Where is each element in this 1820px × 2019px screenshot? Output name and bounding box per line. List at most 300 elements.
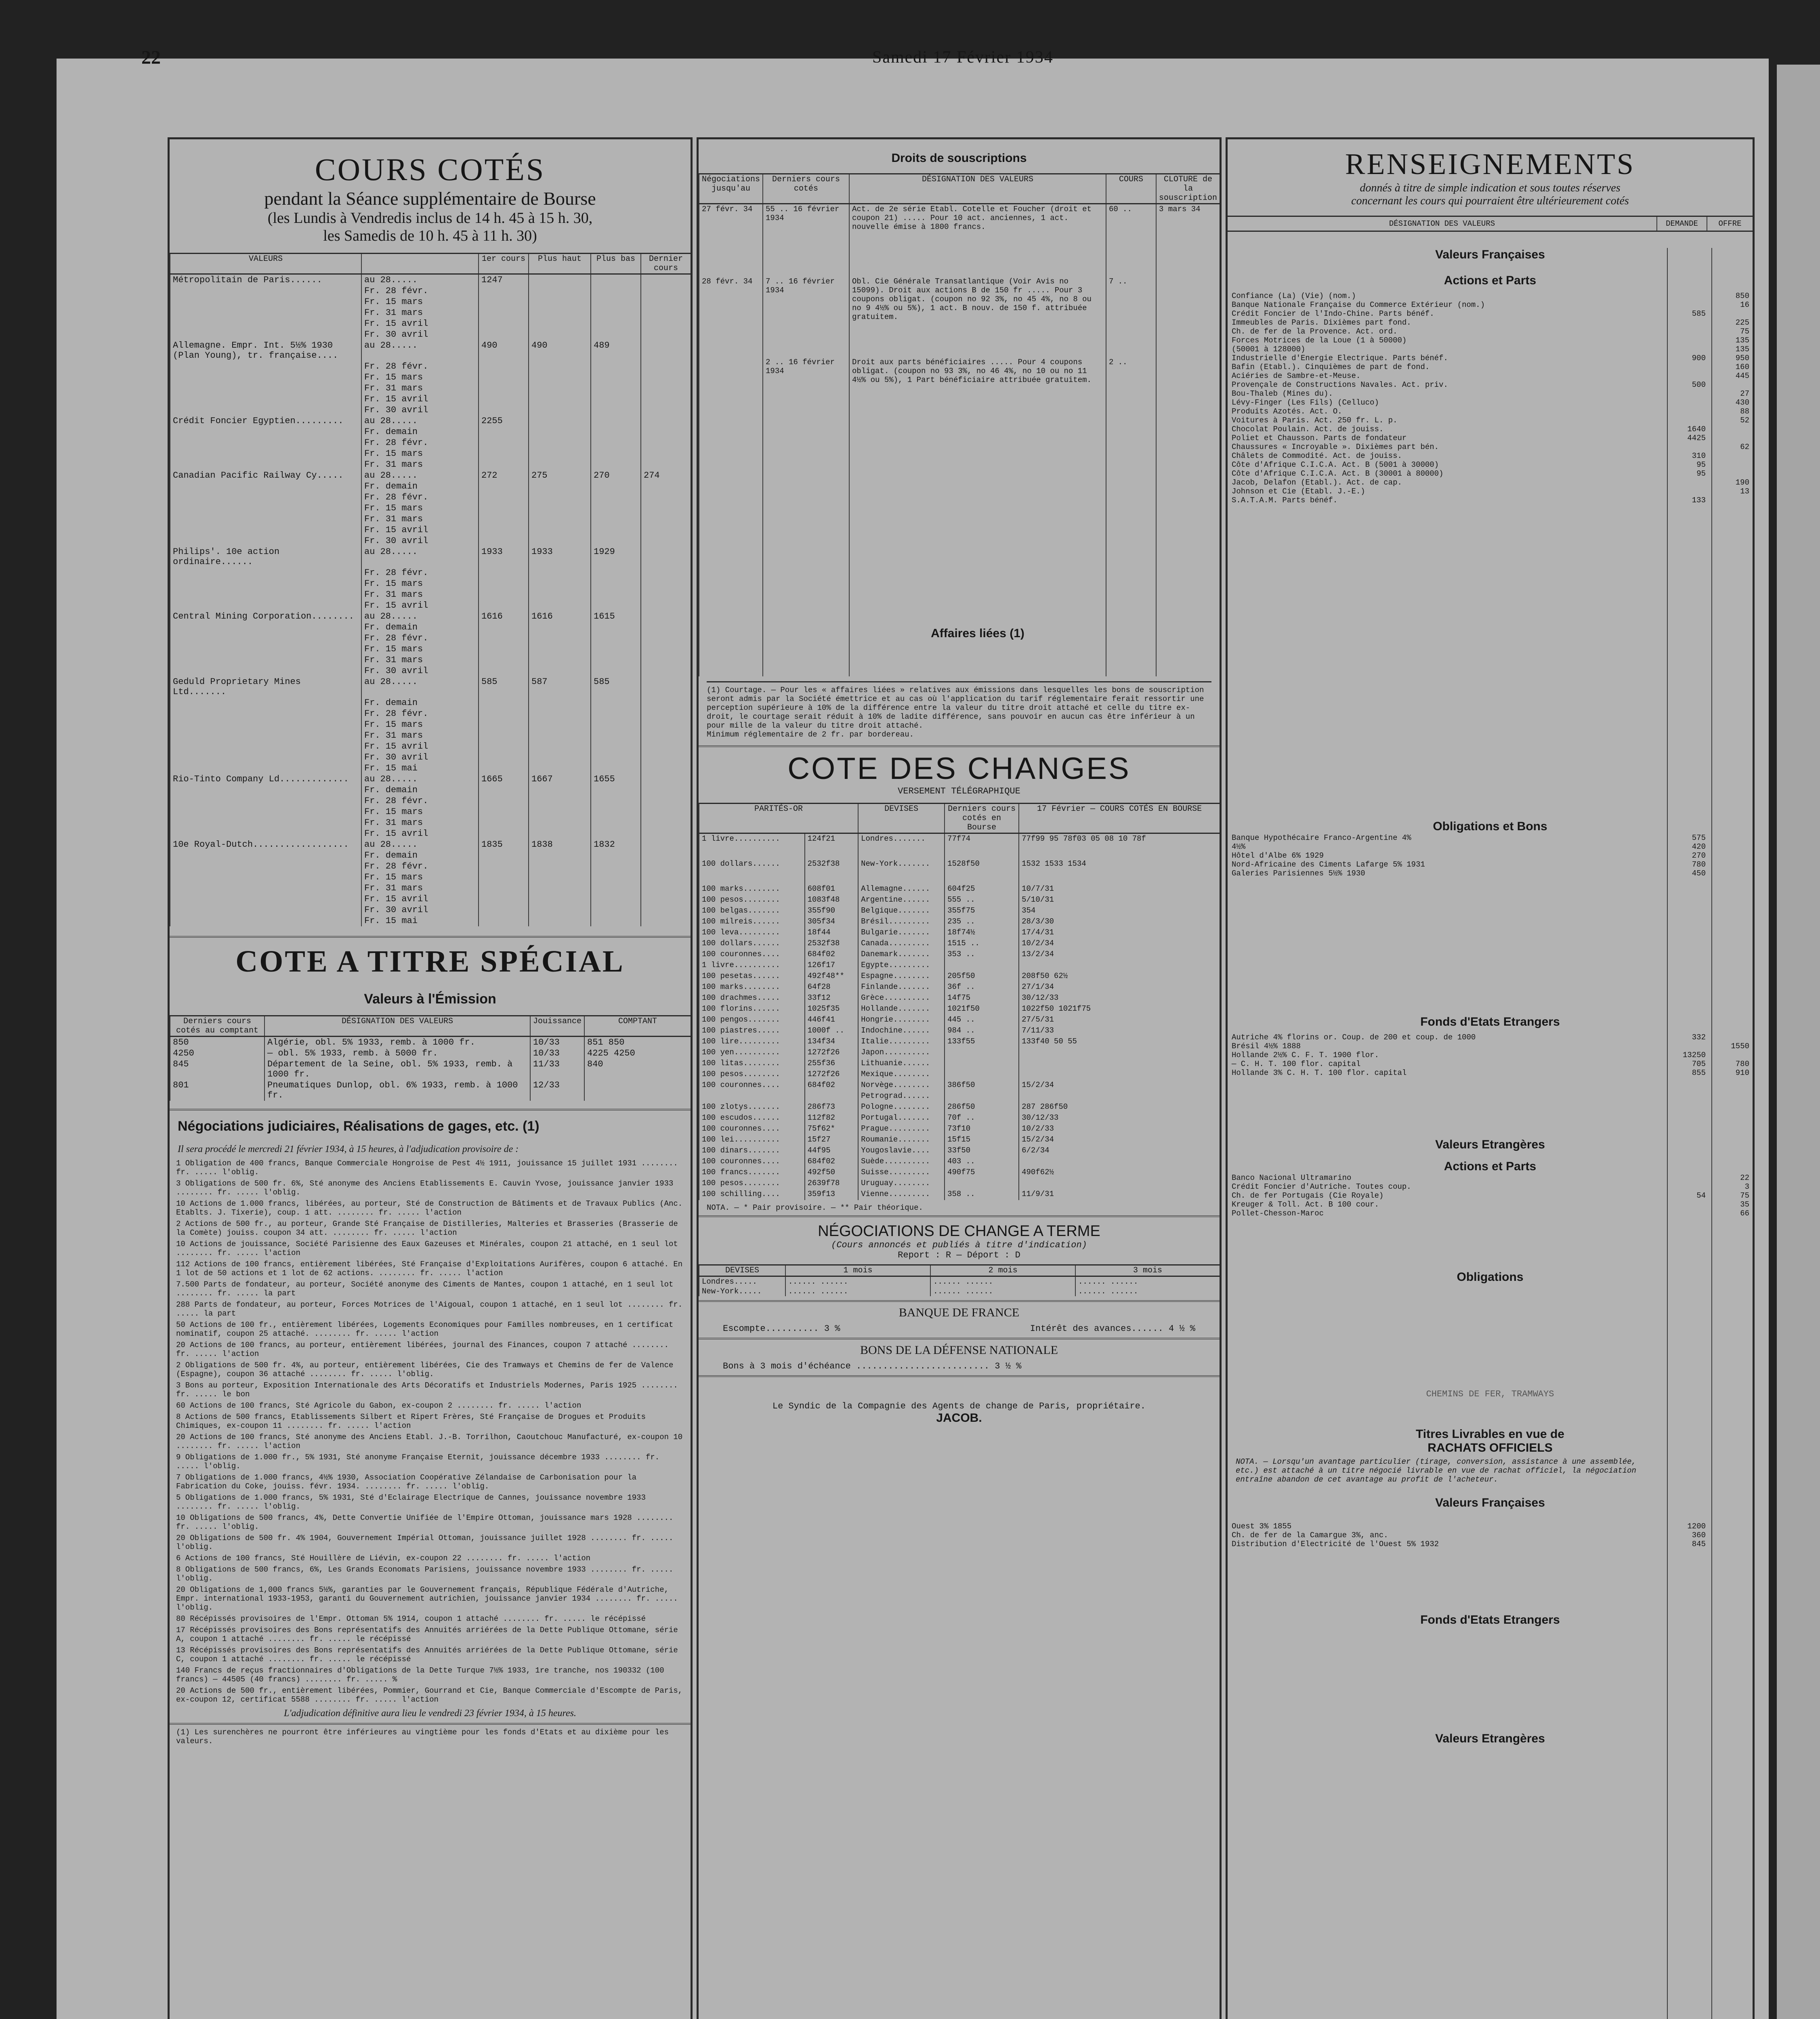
cell: 450 (1692, 869, 1706, 878)
cell: au 28..... (361, 416, 479, 426)
cell: au 28..... (361, 470, 479, 481)
cell (479, 361, 529, 372)
cell: 3 mars 34 (1156, 204, 1220, 277)
list-item (1228, 300, 1753, 309)
cell (641, 589, 691, 600)
cell (1661, 1042, 1709, 1051)
table-row (170, 492, 691, 503)
cell: Fr. 31 mars (361, 655, 479, 665)
cell (529, 795, 591, 806)
cell: 36f .. (945, 982, 1019, 993)
cell: Produits Azotés. Act. O. (1232, 407, 1342, 416)
cell: Mexique........ (858, 1069, 945, 1080)
col-cours: COURS (1106, 174, 1156, 204)
cell: Poliet et Chausson. Parts de fondateur (1232, 434, 1407, 443)
cell (1709, 869, 1753, 878)
col-cloture: CLOTURE de la souscription (1156, 174, 1220, 204)
col-derniers: Derniers cours cotés en Bourse (945, 803, 1019, 833)
cell: Fr. 28 févr. (361, 567, 479, 578)
cell: Pollet-Chesson-Maroc (1232, 1209, 1324, 1218)
cell (170, 785, 361, 795)
cell: 2255 (479, 416, 529, 426)
cell (529, 361, 591, 372)
cell: Fr. 15 avril (361, 318, 479, 329)
cell (641, 296, 691, 307)
cell: 2532f38 (805, 859, 858, 884)
cell (529, 741, 591, 752)
cell (479, 905, 529, 915)
cell (591, 861, 641, 872)
cell: Fr. 31 mars (361, 589, 479, 600)
cell (1709, 1540, 1753, 1549)
list-item (1228, 309, 1753, 318)
cell (591, 372, 641, 383)
bons-title: BONS DE LA DÉFENSE NATIONALE (860, 1343, 1058, 1357)
cell: 10/7/31 (1019, 884, 1220, 895)
cell (170, 372, 361, 383)
cell (641, 697, 691, 708)
cell: 33f12 (805, 993, 858, 1004)
cell (529, 578, 591, 589)
table-row (699, 971, 1220, 982)
cell: Fr. 15 mars (361, 578, 479, 589)
cell: Petrograd...... (858, 1091, 945, 1102)
cell: Allemagne...... (858, 884, 945, 895)
cell: 1083f48 (805, 895, 858, 906)
table-row (699, 1178, 1220, 1189)
cell: ...... ...... (785, 1276, 930, 1287)
cell: Fr. demain (361, 850, 479, 861)
cell: 100 marks........ (699, 884, 805, 895)
cell: 235 .. (945, 917, 1019, 928)
cell: 500 (1692, 380, 1706, 389)
col-low: Plus bas (591, 254, 641, 274)
cell (641, 578, 691, 589)
cell (529, 883, 591, 894)
cell (479, 318, 529, 329)
cell: Fr. 15 mars (361, 644, 479, 655)
table-row (170, 1059, 691, 1080)
cell: Provençale de Constructions Navales. Act. priv. (1232, 380, 1448, 389)
cell (170, 861, 361, 872)
table-row (170, 340, 691, 361)
list-item: 10 Actions de 1.000 francs, libérées, au porteur, Sté de Construction de Bâtiments et de Travaux Publics (Anc. Etablts. J. Tixerie), coup. 1 att. ........ fr. ..... l'action (176, 1199, 683, 1217)
table-row (699, 1124, 1220, 1135)
cell: 100 francs....... (699, 1167, 805, 1178)
cell (170, 600, 361, 611)
table-row (170, 817, 691, 828)
table-row (699, 1091, 1220, 1102)
table-row (170, 383, 691, 394)
cell: 95 (1696, 460, 1706, 469)
cell (529, 307, 591, 318)
cell (1019, 1091, 1220, 1102)
list-item: 1 Obligation de 400 francs, Banque Commerciale Hongroise de Pest 4½ 1911, jouissance 15 juillet 1931 ........ fr. ..... l'oblig. (176, 1159, 678, 1177)
cell (591, 535, 641, 546)
cell: 355f75 (945, 906, 1019, 917)
cell (641, 514, 691, 525)
cell: au 28..... (361, 546, 479, 567)
cell: Fr. 28 févr. (361, 708, 479, 719)
cell: Fr. 28 févr. (361, 861, 479, 872)
table-row (170, 307, 691, 318)
cell: Japon.......... (858, 1047, 945, 1058)
interet-rate: Intérêt des avances...... 4 ½ % (1030, 1323, 1195, 1334)
escompte-rate: Escompte.......... 3 % (723, 1323, 840, 1334)
cell (170, 426, 361, 437)
col-valeurs: VALEURS (170, 254, 361, 274)
cell: 208f50 62½ (1019, 971, 1220, 982)
cell: au 28..... (361, 340, 479, 361)
cell: 95 (1696, 469, 1706, 478)
cell (1709, 460, 1753, 469)
list-item (1228, 1042, 1753, 1051)
list-item (1228, 460, 1753, 469)
cell (591, 274, 641, 286)
cell: 10/33 (530, 1048, 584, 1059)
cell: Fr. 15 avril (361, 394, 479, 405)
cell (591, 905, 641, 915)
cell (641, 861, 691, 872)
cell: Obl. Cie Générale Transatlantique (Voir Avis no 15099). Droit aux actions B de 150 fr ..... Pour 3 coupons obligat. (coupon no 92 3%, no 45 4%, no 8 ou no 9 4½% ou 5%), 1 act. B nouv. de 150 f. attribuée gratuitem. (849, 277, 1106, 357)
table-row (170, 622, 691, 633)
syndic-line: Le Syndic de la Compagnie des Agents de change de Paris, propriétaire. (772, 1401, 1146, 1411)
cell (170, 578, 361, 589)
cell (699, 1091, 805, 1102)
cell: Fr. 15 mars (361, 806, 479, 817)
cell (170, 763, 361, 774)
table-row (699, 1015, 1220, 1026)
cell (591, 817, 641, 828)
cell: 7/11/33 (1019, 1026, 1220, 1037)
list-item (1228, 398, 1753, 407)
cell: 403 .. (945, 1156, 1019, 1167)
cell (529, 752, 591, 763)
cell (641, 655, 691, 665)
cell (170, 459, 361, 470)
cell (479, 600, 529, 611)
cell: 274 (641, 470, 691, 481)
cell: 1665 (479, 774, 529, 785)
cell: Fr. 30 avril (361, 665, 479, 676)
cell: 15f27 (805, 1135, 858, 1146)
table-row (699, 1156, 1220, 1167)
cell: Fr. 31 mars (361, 307, 479, 318)
list-item: 5 Obligations de 1.000 francs, 5% 1931, Sté d'Eclairage Electrique de Cannes, jouissance novembre 1933 ........ fr. ..... l'oblig. (176, 1493, 646, 1511)
rens-obl-heading: Obligations (1457, 1270, 1524, 1284)
cell: 359f13 (805, 1189, 858, 1200)
rens-rachats-list (1228, 1522, 1753, 1549)
table-row (170, 708, 691, 719)
cell (529, 535, 591, 546)
cell: ...... ...... (930, 1287, 1075, 1296)
cell: 100 lei.......... (699, 1135, 805, 1146)
col-term (361, 254, 479, 274)
cell (1661, 336, 1709, 345)
cell: 100 pesos........ (699, 895, 805, 906)
rens-ap-heading: Actions et Parts (1444, 274, 1537, 287)
rens-ap2-heading: Actions et Parts (1444, 1160, 1537, 1173)
table-row (170, 697, 691, 708)
cell: 430 (1735, 398, 1749, 407)
col-jouissance: Jouissance (530, 1016, 584, 1037)
negociations-footer: L'adjudication définitive aura lieu le vendredi 23 février 1934, à 15 heures. (284, 1708, 576, 1719)
cell (591, 285, 641, 296)
cell: 7 .. 16 février 1934 (763, 277, 849, 357)
cell: 100 litas........ (699, 1058, 805, 1069)
cell (529, 828, 591, 839)
cell (170, 481, 361, 492)
cell (641, 633, 691, 644)
table-row (170, 676, 691, 697)
cell: 112f82 (805, 1113, 858, 1124)
cell (479, 307, 529, 318)
cell: 445 .. (945, 1015, 1019, 1026)
cell (641, 850, 691, 861)
cell: Forces Motrices de la Loue (1 à 50000) (1232, 336, 1407, 345)
cell: 585 (591, 676, 641, 697)
col-devises: DEVISES (699, 1265, 785, 1276)
cell (641, 437, 691, 448)
cell: 575 (1692, 833, 1706, 842)
cell: 44f95 (805, 1146, 858, 1156)
table-row (699, 1037, 1220, 1047)
cell: 286f50 (945, 1102, 1019, 1113)
list-item: 17 Récépissés provisoires des Bons représentatifs des Annuités arriérées de la Dette Publique Ottomane, série A, coupon 1 attaché ........ fr. ..... le récépissé (176, 1626, 678, 1643)
cell: 1532 1533 1534 (1019, 859, 1220, 884)
table-row (170, 655, 691, 665)
cell: Vienne......... (858, 1189, 945, 1200)
list-item (1228, 443, 1753, 451)
cell: 16 (1740, 300, 1749, 309)
cell: 66 (1740, 1209, 1749, 1218)
cell: Banco Nacional Ultramarino (1232, 1173, 1352, 1182)
cell: 1667 (529, 774, 591, 785)
droits-changes-column (697, 137, 1222, 2019)
rachats-nota: NOTA. — Lorsqu'un avantage particulier (tirage, conversion, assistance à une assemblée, etc.) est attaché à un titre négocié livrable en vue de rachat officiel, la négociation entraîne abandon de cet avantage au profit de l'acheteur. (1236, 1457, 1636, 1484)
table-row (170, 600, 691, 611)
cell: 1247 (479, 274, 529, 286)
cell: Lithuanie...... (858, 1058, 945, 1069)
cell: 2 .. (1106, 357, 1156, 676)
cell: 60 .. (1106, 204, 1156, 277)
cell: 555 .. (945, 895, 1019, 906)
cell (479, 426, 529, 437)
table-row (170, 828, 691, 839)
list-item (1228, 1531, 1753, 1540)
cell (529, 708, 591, 719)
cell (170, 806, 361, 817)
cell: 75f62* (805, 1124, 858, 1135)
droit-designation: Droit aux parts bénéficiaires ..... Pour 4 coupons obligat. (coupon no 93 3%, no 46 4%, no 10 ou no 11 4½% ou 5%), 1 Part bénéficiaire attribuée gratuitem. (852, 357, 1092, 384)
cell (641, 795, 691, 806)
cell (584, 1080, 691, 1101)
cell: Londres....... (858, 833, 945, 859)
cell (170, 872, 361, 883)
cell (641, 448, 691, 459)
cell (591, 329, 641, 340)
list-item: 112 Actions de 100 francs, entièrement libérées, Sté Française d'Exploitations Aurifères, coupon 6 attaché. En 1 lot de 50 actions et 1 lot de 62 actions. ........ fr. ..... l'action (176, 1260, 683, 1278)
cell: 358 .. (945, 1189, 1019, 1200)
list-item (1228, 1068, 1753, 1077)
cell: 490f75 (945, 1167, 1019, 1178)
cell: 124f21 (805, 833, 858, 859)
cell: Brésil......... (858, 917, 945, 928)
cell: Fr. 31 mars (361, 817, 479, 828)
cell: 445 (1735, 371, 1749, 380)
cell (529, 697, 591, 708)
cell: Philips'. 10e action ordinaire...... (170, 546, 361, 567)
cell: Fr. 15 mai (361, 915, 479, 926)
cell (591, 296, 641, 307)
cell: 492f48** (805, 971, 858, 982)
list-item: 10 Obligations de 500 francs, 4%, Dette Convertie Unifiée de l'Empire Ottoman, jouissance mars 1928 ........ fr. ..... l'oblig. (176, 1513, 674, 1531)
cell: Fr. 28 févr. (361, 285, 479, 296)
cell: 705 (1692, 1060, 1706, 1068)
cell (591, 730, 641, 741)
cell: Egypte......... (858, 960, 945, 971)
cell: 272 (479, 470, 529, 481)
table-row (699, 938, 1220, 949)
cell (591, 600, 641, 611)
table-row (170, 785, 691, 795)
table-row (699, 1102, 1220, 1113)
table-row (699, 982, 1220, 993)
cell: 1272f26 (805, 1047, 858, 1058)
table-row (699, 1276, 1220, 1287)
cell (170, 567, 361, 578)
cell: Pologne........ (858, 1102, 945, 1113)
cell: 840 (584, 1059, 691, 1080)
renseignements-subtitle2: concernant les cours qui pourraient être ultérieurement cotés (1351, 195, 1629, 207)
cell (170, 730, 361, 741)
cell: 684f02 (805, 949, 858, 960)
cell (479, 535, 529, 546)
cell (591, 697, 641, 708)
cell: Chaussures « Incroyable ». Dixièmes part bén. (1232, 443, 1439, 451)
table-row (170, 405, 691, 416)
table-row (170, 730, 691, 741)
cell: Fr. 15 mars (361, 503, 479, 514)
cell: Côte d'Afrique C.I.C.A. Act. B (5001 à 30000) (1232, 460, 1439, 469)
cell: 2639f78 (805, 1178, 858, 1189)
cell: Geduld Proprietary Mines Ltd....... (170, 676, 361, 697)
cell (1661, 487, 1709, 496)
cell (591, 633, 641, 644)
cell: 801 (170, 1080, 264, 1101)
cell (479, 697, 529, 708)
cell: Johnson et Cie (Etabl. J.-E.) (1232, 487, 1365, 496)
cell (479, 861, 529, 872)
cell: Fr. 15 mars (361, 372, 479, 383)
table-row (170, 285, 691, 296)
cell: 850 (1735, 292, 1749, 300)
cell: 15/2/34 (1019, 1135, 1220, 1146)
cell (945, 1178, 1019, 1189)
table-row (699, 949, 1220, 960)
cell: Bulgarie....... (858, 928, 945, 938)
cell: Fr. 15 mars (361, 296, 479, 307)
cell: Grèce.......... (858, 993, 945, 1004)
cell (945, 1047, 1019, 1058)
cell (479, 828, 529, 839)
table-row (170, 774, 691, 785)
cell: 900 (1692, 354, 1706, 363)
cell: 4½% (1232, 842, 1246, 851)
list-item (1228, 327, 1753, 336)
cell: 270 (1692, 851, 1706, 860)
table-row (699, 1047, 1220, 1058)
list-item: 2 Obligations de 500 fr. 4%, au porteur, entièrement libérées, Cie des Tramways et Chemins de fer de Valence (Espagne), coupon 36 attaché ........ fr. ..... l'oblig. (176, 1361, 674, 1379)
cell: 446f41 (805, 1015, 858, 1026)
cell: 1640 (1687, 425, 1706, 434)
cell: 286f73 (805, 1102, 858, 1113)
cell (529, 503, 591, 514)
table-row (170, 719, 691, 730)
cell (641, 894, 691, 905)
col-3-mois: 3 mois (1075, 1265, 1220, 1276)
cell: Ch. de fer de la Provence. Act. ord. (1232, 327, 1398, 336)
cell (591, 448, 641, 459)
cell: Rio-Tinto Company Ld............. (170, 774, 361, 785)
cell: au 28..... (361, 676, 479, 697)
cell (641, 719, 691, 730)
rens-fe-heading: Fonds d'Etats Etrangers (1420, 1015, 1560, 1028)
cell (479, 872, 529, 883)
cell: Fr. 15 mars (361, 872, 479, 883)
cell: Nord-Africaine des Ciments Lafarge 5% 1931 (1232, 860, 1425, 869)
cell (591, 665, 641, 676)
cell: 100 couronnes.... (699, 1124, 805, 1135)
cell (699, 357, 763, 676)
cell: Hollande 2½% C. F. T. 1900 flor. (1232, 1051, 1379, 1060)
cell (641, 492, 691, 503)
page-number: 22 (141, 47, 161, 68)
cell (170, 503, 361, 514)
cell: Fr. 15 avril (361, 600, 479, 611)
list-item (1228, 1209, 1753, 1218)
cell (1709, 842, 1753, 851)
cell (945, 1091, 1019, 1102)
cell (641, 644, 691, 655)
list-item (1228, 425, 1753, 434)
cell (529, 448, 591, 459)
table-row (170, 905, 691, 915)
cell: 17/4/31 (1019, 928, 1220, 938)
cell: au 28..... (361, 839, 479, 850)
cell (641, 622, 691, 633)
cell (529, 600, 591, 611)
cell: Hollande....... (858, 1004, 945, 1015)
cell (529, 525, 591, 535)
cell: 100 milreis...... (699, 917, 805, 928)
cell (170, 915, 361, 926)
cell: 100 lire......... (699, 1037, 805, 1047)
cell: 420 (1692, 842, 1706, 851)
cell (479, 741, 529, 752)
cell (479, 719, 529, 730)
cell: 353 .. (945, 949, 1019, 960)
table-row (699, 204, 1220, 277)
table-row (170, 861, 691, 872)
cell: ...... ...... (1075, 1287, 1220, 1296)
table-row (170, 296, 691, 307)
cell (591, 361, 641, 372)
cell (1661, 389, 1709, 398)
col-high: Plus haut (529, 254, 591, 274)
list-item (1228, 1522, 1753, 1531)
cell: Portugal....... (858, 1113, 945, 1124)
